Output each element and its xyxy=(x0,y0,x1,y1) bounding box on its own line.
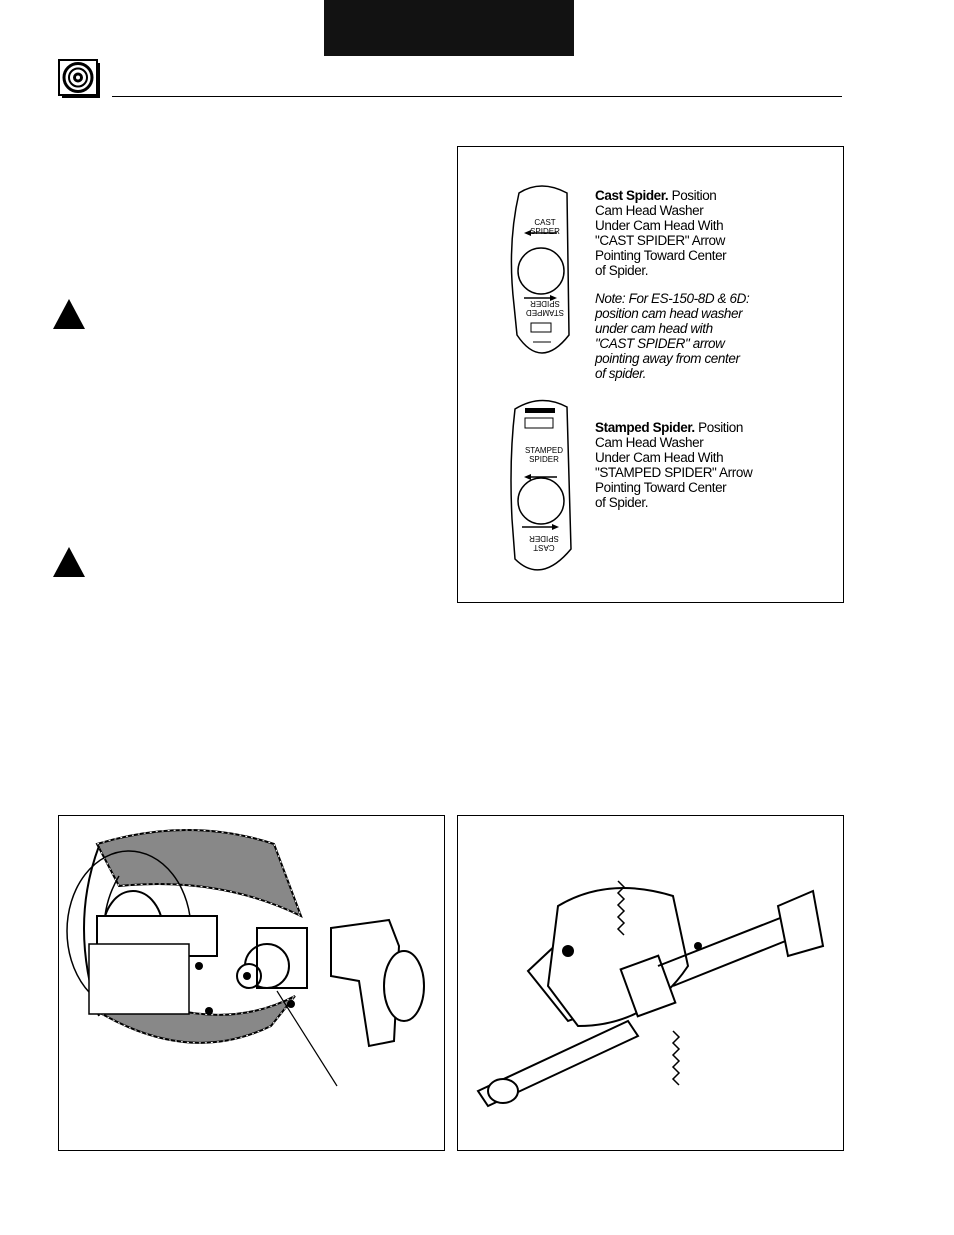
brake-drum-logo-icon xyxy=(58,59,102,99)
washer-label-cast-top: CAST SPIDER xyxy=(530,218,560,236)
stamped-spider-title: Stamped Spider. xyxy=(595,420,695,435)
spider-assembly-figure xyxy=(457,815,844,1151)
spider-assembly-illustration xyxy=(458,816,845,1152)
cam-washer-figure xyxy=(457,146,844,603)
cast-spider-note: Note: For ES-150-8D & 6D: position cam head washer under cam head with "CAST SPIDER" arrow pointing away from center of spider. xyxy=(595,291,750,381)
brake-assembly-figure xyxy=(58,815,445,1151)
washer-label-stamped-bottom: STAMPED SPIDER xyxy=(525,299,565,317)
warning-triangle-icon xyxy=(52,546,86,578)
stamped-spider-instruction xyxy=(595,420,825,510)
warning-triangle-icon xyxy=(52,298,86,330)
washer-label-cast-bottom: CAST SPIDER xyxy=(529,534,559,552)
cast-spider-title: Cast Spider. xyxy=(595,188,669,203)
stamped-spider-text: Position Cam Head Washer Under Cam Head With "STAMPED SPIDER" Arrow Pointing Toward Center of Spider. xyxy=(595,420,753,510)
cast-spider-text: Position Cam Head Washer Under Cam Head With "CAST SPIDER" Arrow Pointing Toward Center of Spider. xyxy=(595,188,727,278)
header-rule xyxy=(112,96,842,97)
washer-label-stamped-top: STAMPED SPIDER xyxy=(524,446,564,464)
cast-spider-instruction xyxy=(595,188,825,278)
cast-spider-washer xyxy=(511,186,569,353)
brake-assembly-illustration xyxy=(59,816,446,1152)
header-bar xyxy=(324,0,574,56)
